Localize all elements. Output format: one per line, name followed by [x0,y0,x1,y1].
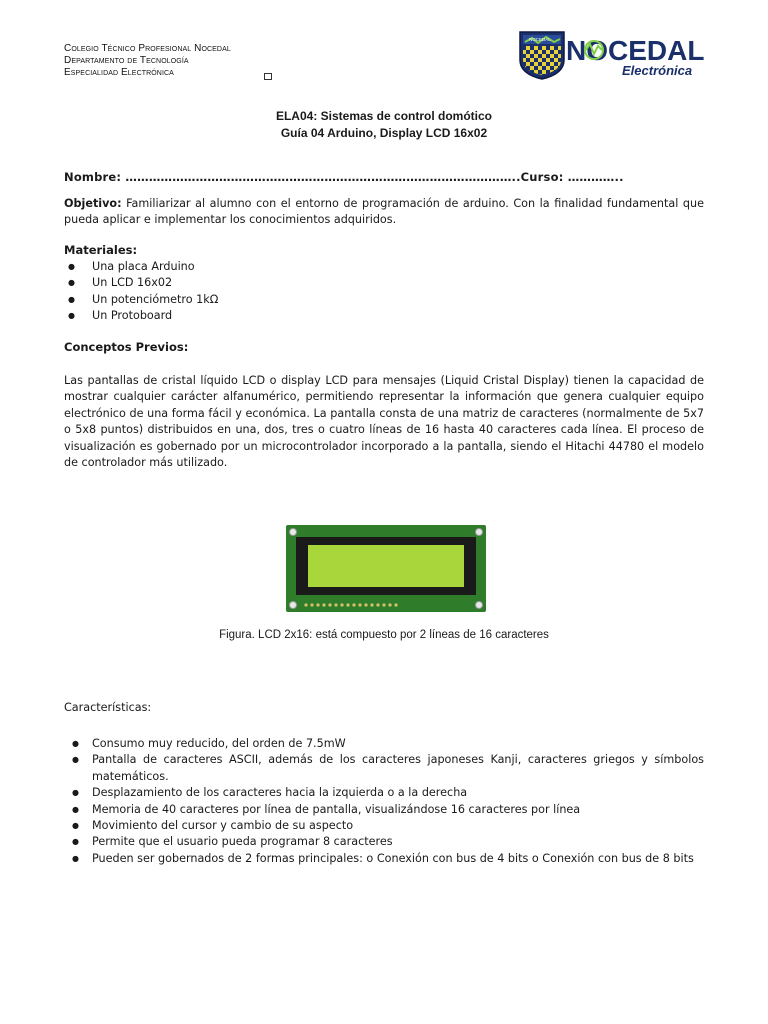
lcd-display-image [286,525,486,612]
specialty-name: Especialidad Electrónica [64,67,174,78]
lcd-screen [308,545,464,587]
features-heading: Características: [64,701,152,714]
nocedal-logo-graphic [518,30,710,80]
concepts-heading: Conceptos Previos: [64,340,189,354]
list-item: ● Consumo muy reducido, del orden de 7.5mW [64,736,704,752]
figure-caption: Figura. LCD 2x16: está compuesto por 2 líneas de 16 caracteres [219,629,549,641]
logo-shield-text: NOCEDAL [529,37,551,42]
list-item: ● Pantalla de caracteres ASCII, además de los caracteres japoneses Kanji, caracteres griegos y símbolos matemáticos. [64,752,704,785]
guide-subtitle: Guía 04 Arduino, Display LCD 16x02 [280,126,488,140]
objective-paragraph [64,196,704,229]
nocedal-logo [518,30,710,80]
materials-list [64,259,704,325]
department-name: Departamento de Tecnología [64,55,189,66]
list-item: ● Un potenciómetro 1kΩ [64,292,704,308]
concepts-paragraph: Las pantallas de cristal líquido LCD o display LCD para mensajes (Liquid Cristal Display) tienen la capacidad de mostrar cualquier carácter alfanumérico, permitiendo representar la información que genera cualquier equipo electrónico de una forma fácil y económica. La pantalla consta de una matriz de caracteres (normalmente de 5x7 o 5x8 puntos) distribuidos en una, dos, tres o cuatro líneas de 16 hasta 40 caracteres cada línea. El proceso de visualización es gobernado por un microcontrolador incorporado a la pantalla, siendo el Hitachi 44780 el modelo de controlador más utilizado. [64,374,704,470]
features-list [64,736,704,867]
list-item: ● Un LCD 16x02 [64,275,704,291]
list-item: ● Un Protoboard [64,308,704,324]
list-item: ● Una placa Arduino [64,259,704,275]
list-item: ● Desplazamiento de los caracteres hacia la izquierda o a la derecha [64,785,704,801]
logo-wordmark: NOCEDAL [566,35,705,66]
objective-text: Familiarizar al alumno con el entorno de programación de arduino. Con la finalidad fundamental que pueda aplicar e implementar los conocimientos adquiridos. [64,197,704,227]
logo-subtitle: Electrónica [622,63,693,78]
small-box-mark [264,73,272,80]
objective-label: Objetivo: [64,197,122,210]
materials-heading: Materiales: [64,243,138,257]
list-item: ● Pueden ser gobernados de 2 formas principales: o Conexión con bus de 4 bits o Conexión con bus de 8 bits [64,851,704,867]
school-header [64,43,231,79]
list-item: ● Permite que el usuario pueda programar 8 caracteres [64,834,704,850]
guide-title: ELA04: Sistemas de control domótico [275,109,493,123]
name-course-line: Nombre: ………………………………………………………………………………………..Curso: ………….. [64,170,624,184]
school-name: Colegio Técnico Profesional Nocedal [64,43,231,54]
list-item: ● Memoria de 40 caracteres por línea de pantalla, visualizándose 16 caracteres por línea [64,802,704,818]
list-item: ● Movimiento del cursor y cambio de su aspecto [64,818,704,834]
